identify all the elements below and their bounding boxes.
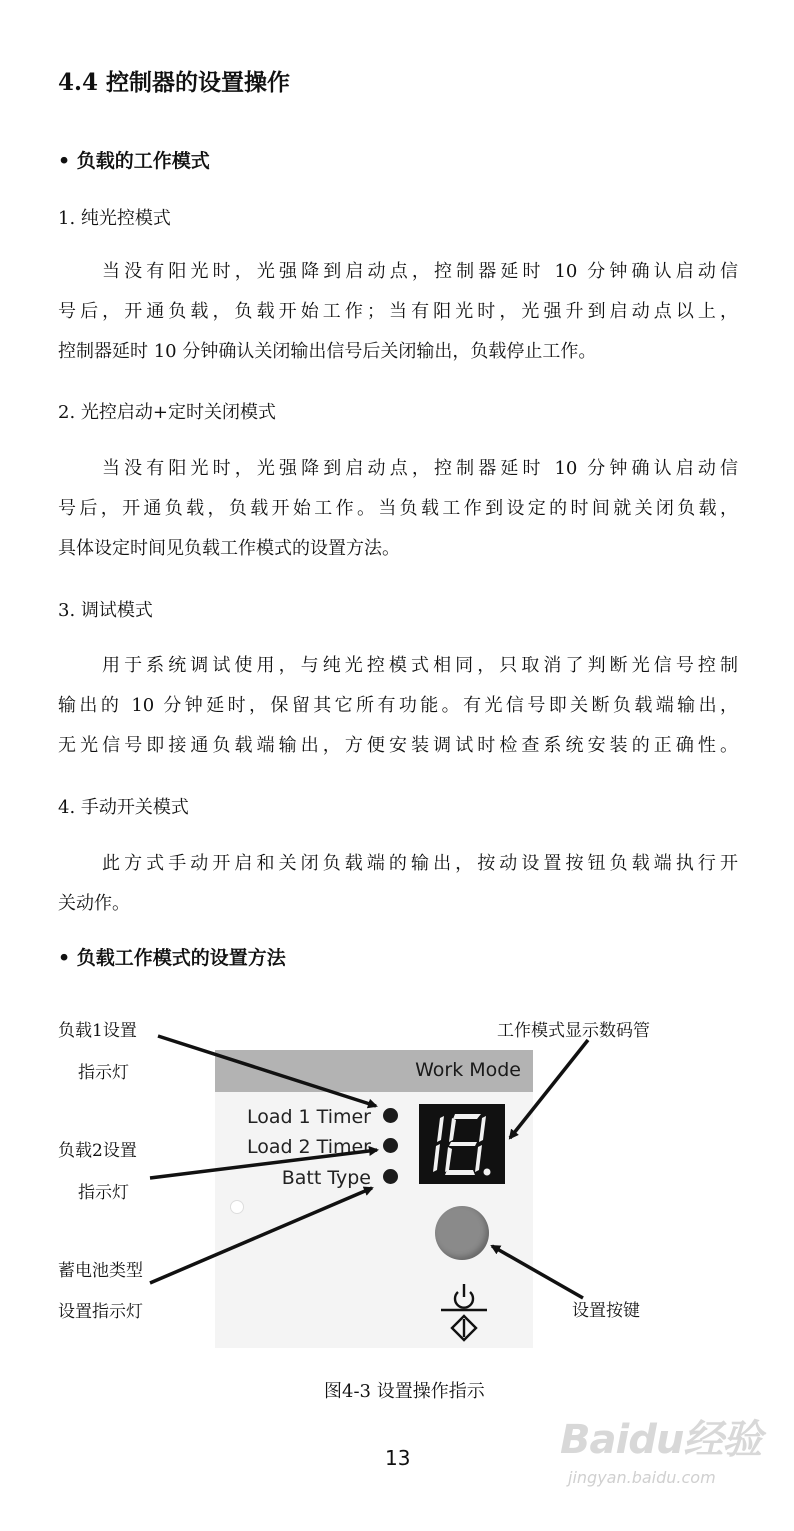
paragraph-line: 用于系统调试使用，与纯光控模式相同，只取消了判断光信号控制 bbox=[102, 655, 738, 676]
paragraph-line: 输出的 10 分钟延时，保留其它所有功能。有光信号即关断负载端输出， bbox=[58, 695, 738, 716]
work-mode-label: Work Mode bbox=[415, 1059, 521, 1081]
paragraph-line: 当没有阳光时，光强降到启动点，控制器延时 10 分钟确认启动信 bbox=[102, 261, 738, 282]
section-heading: 4.4 控制器的设置操作 bbox=[58, 69, 291, 96]
mode-1-title: 1. 纯光控模式 bbox=[58, 208, 171, 229]
annotation-batt-line1: 蓄电池类型 bbox=[58, 1261, 143, 1281]
paragraph-line: 号后，开通负载，负载开始工作。当负载工作到设定的时间就关闭负载， bbox=[58, 498, 738, 519]
paragraph-line: 此方式手动开启和关闭负载端的输出，按动设置按钮负载端执行开 bbox=[102, 853, 738, 874]
arrow-display bbox=[510, 1040, 588, 1138]
paragraph-line: 具体设定时间见负载工作模式的设置方法。 bbox=[58, 538, 400, 559]
mode-4-title: 4. 手动开关模式 bbox=[58, 797, 189, 818]
watermark-logo: Baidu经验 bbox=[560, 1417, 762, 1463]
mode-2-title: 2. 光控启动+定时关闭模式 bbox=[58, 402, 276, 423]
paragraph-line: 当没有阳光时，光强降到启动点，控制器延时 10 分钟确认启动信 bbox=[102, 458, 738, 479]
batt-type-label: Batt Type bbox=[281, 1167, 371, 1189]
paragraph-line: 无光信号即接通负载端输出，方便安装调试时检查系统安装的正确性。 bbox=[58, 735, 738, 756]
annotation-button: 设置按键 bbox=[572, 1301, 640, 1321]
figure-caption: 图4-3 设置操作指示 bbox=[324, 1381, 485, 1402]
arrow-batt bbox=[150, 1188, 372, 1283]
paragraph-line: 关动作。 bbox=[58, 893, 130, 914]
load1-timer-label: Load 1 Timer bbox=[246, 1106, 371, 1128]
load2-timer-label: Load 2 Timer bbox=[246, 1136, 371, 1158]
arrow-load2 bbox=[150, 1150, 377, 1178]
annotation-load2-line1: 负载2设置 bbox=[58, 1141, 137, 1161]
bullet-heading-setting-method: • 负载工作模式的设置方法 bbox=[58, 947, 286, 969]
annotation-display: 工作模式显示数码管 bbox=[497, 1021, 650, 1041]
baidu-watermark bbox=[560, 1408, 762, 1487]
paragraph-line: 控制器延时 10 分钟确认关闭输出信号后关闭输出，负载停止工作。 bbox=[58, 341, 597, 362]
annotation-load1-line2: 指示灯 bbox=[78, 1063, 129, 1083]
mode-3-title: 3. 调试模式 bbox=[58, 600, 153, 621]
arrow-load1 bbox=[158, 1036, 376, 1106]
bullet-heading-work-modes: • 负载的工作模式 bbox=[58, 150, 210, 172]
page-number: 13 bbox=[385, 1446, 411, 1470]
watermark-url: jingyan.baidu.com bbox=[568, 1468, 716, 1487]
annotation-load1-line1: 负载1设置 bbox=[58, 1021, 137, 1041]
annotation-batt-line2: 设置指示灯 bbox=[58, 1302, 143, 1322]
paragraph-line: 号后，开通负载，负载开始工作；当有阳光时，光强升到启动点以上， bbox=[58, 301, 738, 322]
annotation-load2-line2: 指示灯 bbox=[78, 1183, 129, 1203]
arrow-button bbox=[492, 1246, 583, 1298]
